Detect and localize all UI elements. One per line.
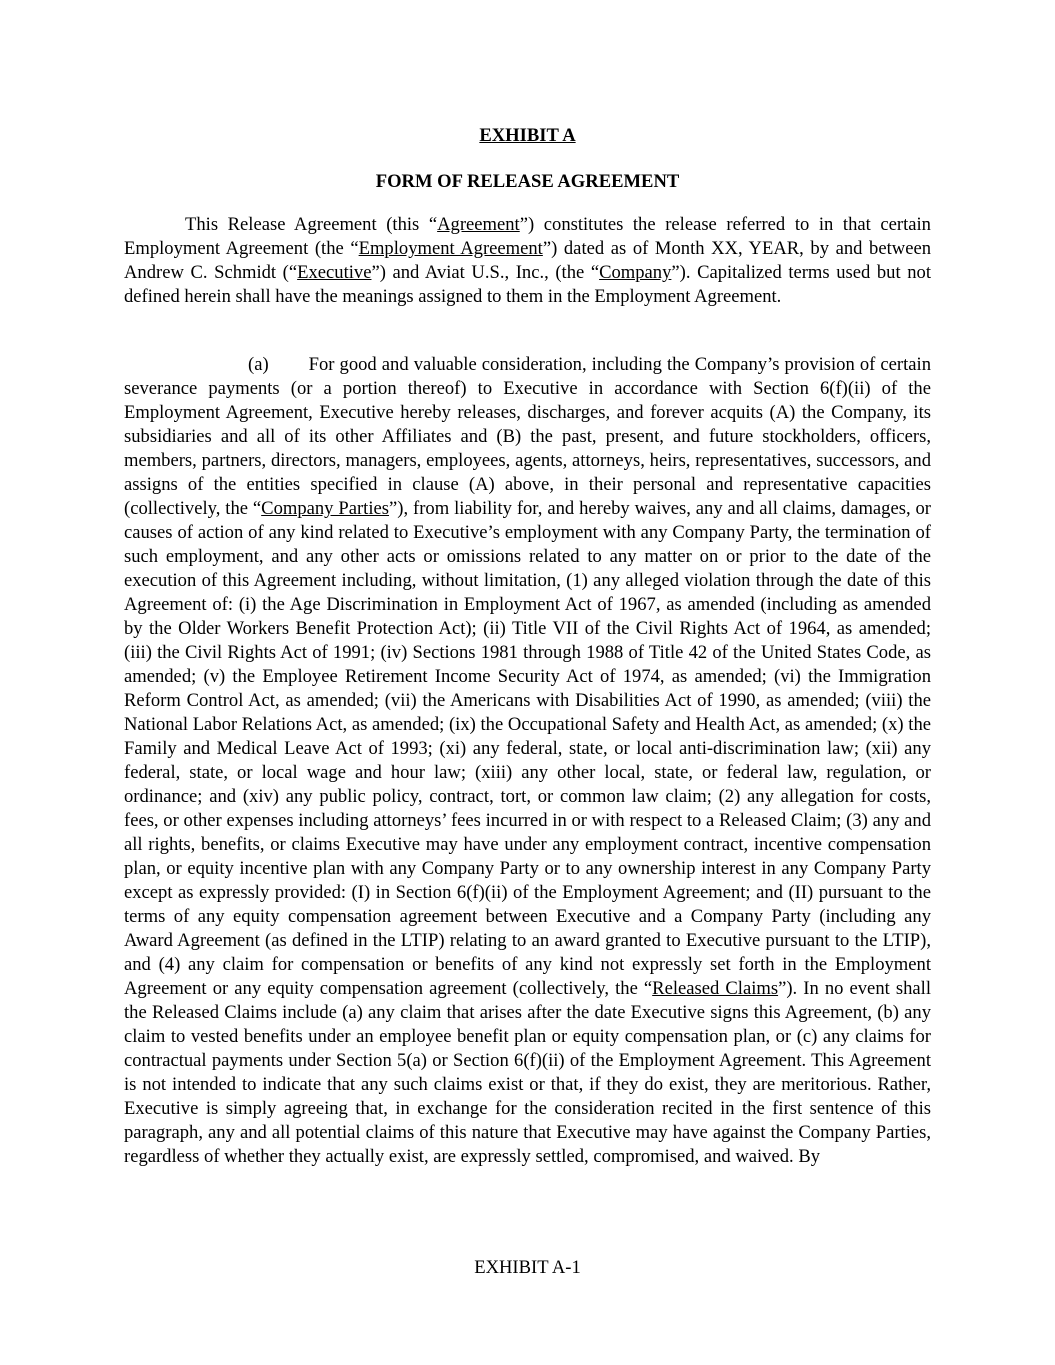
section-a-text-3: ”). In no event shall the Released Claims include (a) any claim that arises after the date Executive signs this Agreement, (b) any claim to vested benefits under an employee benefit plan or equity compensation plan, or (c) any claims for contractual payments under Section 5(a) or Section 6(f)(ii) of the Employment Agreement. This Agreement is not intended to indicate that any such claims exist or that, if they do exist, they are meritorious. Rather, Executive is simply agreeing that, in exchange for the consideration recited in the first sentence of this paragraph, any and all potential claims of this nature that Executive may have against the Company Parties, regardless of whether they actually exist, are expressly settled, compromised, and waived. By xyxy=(124,978,931,1167)
intro-text-3: ”) dated as of Month XX, YEAR, by and between Andrew C. Schmidt (“ xyxy=(124,238,931,283)
defined-term-agreement: Agreement xyxy=(437,214,520,235)
defined-term-company-parties: Company Parties xyxy=(261,498,389,519)
defined-term-employment-agreement: Employment Agreement xyxy=(358,238,543,259)
section-a-label: (a) xyxy=(248,354,269,375)
section-a-text-2: ”), from liability for, and hereby waives, any and all claims, damages, or causes of action of any kind related to Executive’s employment with any Company Party, the termination of such employment, and any other acts or omissions related to any matter on or prior to the date of the execution of this Agreement including, without limitation, (1) any alleged violation through the date of this Agreement of: (i) the Age Discrimination in Employment Act of 1967, as amended (including as amended by the Older Workers Benefit Protection Act); (ii) Title VII of the Civil Rights Act of 1964, as amended; (iii) the Civil Rights Act of 1991; (iv) Sections 1981 through 1988 of Title 42 of the United States Code, as amended; (v) the Employee Retirement Income Security Act of 1974, as amended; (vi) the Immigration Reform Control Act, as amended; (vii) the Americans with Disabilities Act of 1990, as amended; (viii) the National Labor Relations Act, as amended; (ix) the Occupational Safety and Health Act, as amended; (x) the Family and Medical Leave Act of 1993; (xi) any federal, state, or local anti-discrimination law; (xii) any federal, state, or local wage and hour law; (xiii) any other local, state, or federal law, regulation, or ordinance; and (xiv) any public policy, contract, tort, or common law claim; (2) any allegation for costs, fees, or other expenses including attorneys’ fees incurred in or with respect to a Released Claim; (3) any and all rights, benefits, or claims Executive may have under any employment contract, incentive compensation plan, or equity incentive plan with any Company Party or to any ownership interest in any Company Party except as expressly provided: (I) in Section 6(f)(ii) of the Employment Agreement; and (II) pursuant to the terms of any equity compensation agreement between Executive and a Company Party (including any Award Agreement (as defined in the LTIP) relating to an award granted to Executive pursuant to the LTIP), and (4) any claim for compensation or benefits of any kind not expressly set forth in the Employment Agreement or any equity compensation agreement (collectively, the “ xyxy=(124,498,931,999)
intro-text-2: ”) constitutes the release referred to in that certain Employment Agreement (the “ xyxy=(124,214,931,259)
intro-text-4: ”) and Aviat U.S., Inc., (the “ xyxy=(371,262,600,283)
intro-text-1: This Release Agreement (this “ xyxy=(185,214,438,235)
section-a-paragraph xyxy=(124,353,931,1169)
intro-text-5: ”). Capitalized terms used but not defined herein shall have the meanings assigned to them in the Employment Agreement. xyxy=(124,262,931,307)
page-footer: EXHIBIT A-1 xyxy=(474,1257,581,1278)
exhibit-title: EXHIBIT A xyxy=(479,125,576,146)
form-title: FORM OF RELEASE AGREEMENT xyxy=(375,171,680,192)
defined-term-released-claims: Released Claims xyxy=(652,978,779,999)
defined-term-executive: Executive xyxy=(297,262,372,283)
intro-paragraph xyxy=(124,213,931,309)
section-a-text-1: For good and valuable consideration, including the Company’s provision of certain severance payments (or a portion thereof) to Executive in accordance with Section 6(f)(ii) of the Employment Agreement, Executive hereby releases, discharges, and forever acquits (A) the Company, its subsidiaries and all of its other Affiliates and (B) the past, present, and future stockholders, officers, members, partners, directors, managers, employees, agents, attorneys, heirs, representatives, successors, and assigns of the entities specified in clause (A) above, in their personal and representative capacities (collectively, the “ xyxy=(124,354,931,519)
defined-term-company: Company xyxy=(599,262,672,283)
